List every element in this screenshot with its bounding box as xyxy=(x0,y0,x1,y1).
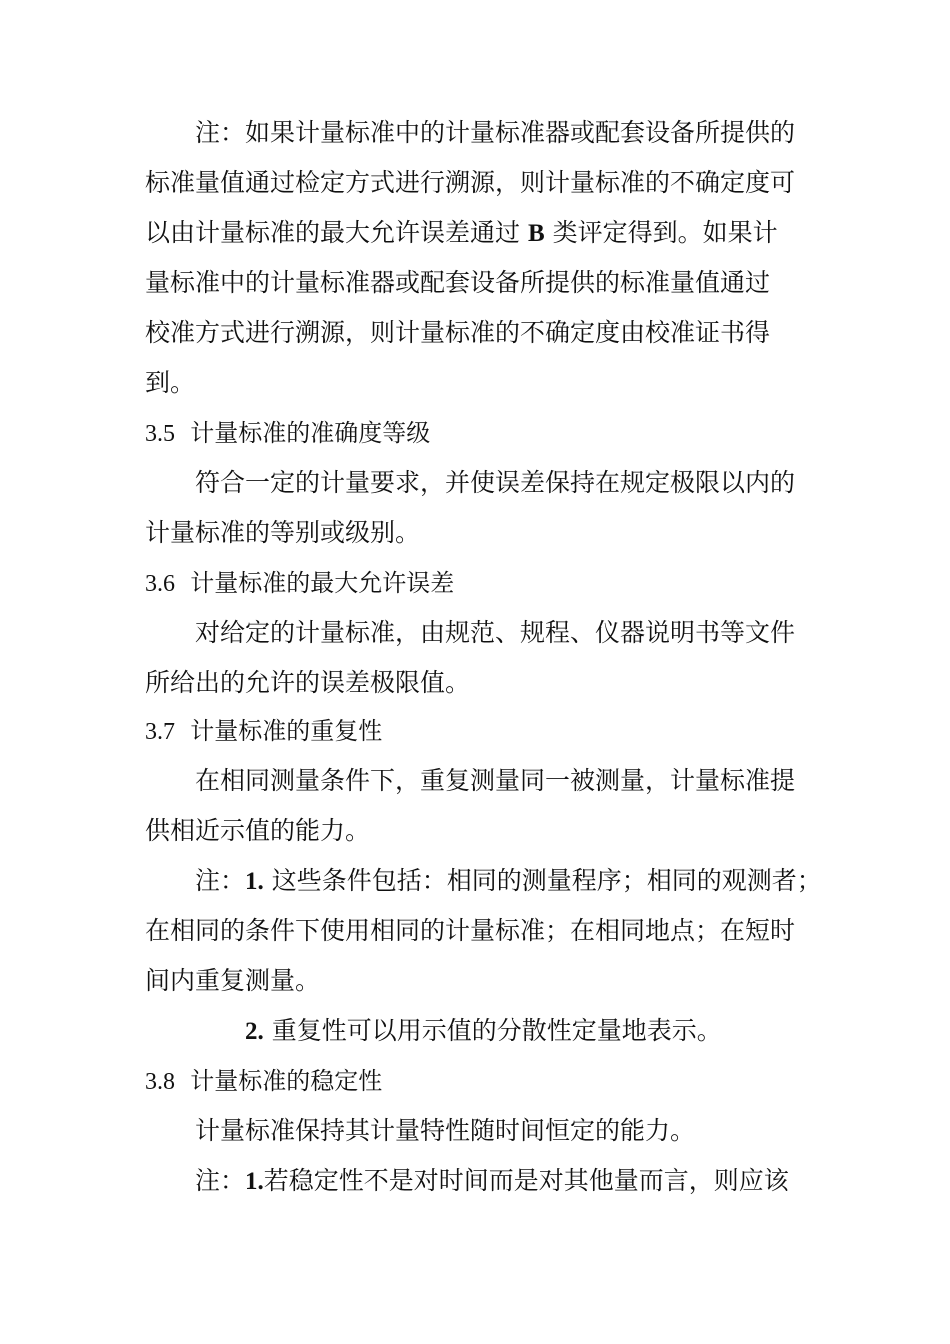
note-3-7-line-1 xyxy=(195,856,822,906)
note-paragraph-line-3 xyxy=(145,208,778,258)
text-run: 所给出的允许的误差极限值。 xyxy=(145,668,471,697)
type-b-label: B xyxy=(527,220,545,247)
section-number: 3.5 xyxy=(145,421,175,447)
text-run: 以由计量标准的最大允许误差通过 xyxy=(145,218,528,247)
section-title: 计量标准的准确度等级 xyxy=(190,419,431,447)
section-heading-3-7 xyxy=(145,706,382,756)
definition-3-7-line-1 xyxy=(195,756,795,806)
note-label: 注： xyxy=(195,1166,246,1195)
text-run: 量标准中的计量标准器或配套设备所提供的标准量值通过 xyxy=(145,268,771,297)
section-heading-3-5 xyxy=(145,408,430,458)
text-run: 重复性可以用示值的分散性定量地表示。 xyxy=(263,1016,722,1045)
text-run: 在相同测量条件下，重复测量同一被测量，计量标准提 xyxy=(195,766,796,795)
definition-3-5-line-1 xyxy=(195,458,795,508)
section-title: 计量标准的最大允许误差 xyxy=(190,569,455,597)
note-paragraph-line-5 xyxy=(145,308,770,358)
text-run: 标准量值通过检定方式进行溯源，则计量标准的不确定度可 xyxy=(145,168,796,197)
note-paragraph-line-1 xyxy=(195,108,795,158)
section-heading-3-8 xyxy=(145,1056,382,1106)
section-number: 3.6 xyxy=(145,571,175,597)
definition-3-6-line-2 xyxy=(145,658,470,708)
note-number: 2. xyxy=(245,1018,264,1045)
definition-3-6-line-1 xyxy=(195,608,795,658)
section-number: 3.8 xyxy=(145,1069,175,1095)
note-3-7-line-3 xyxy=(145,956,320,1006)
text-run: 到。 xyxy=(145,368,196,397)
section-title: 计量标准的稳定性 xyxy=(190,1067,383,1095)
note-label: 注： xyxy=(195,866,246,895)
note-3-7-line-2 xyxy=(145,906,795,956)
note-3-7-item-2 xyxy=(245,1006,722,1056)
section-number: 3.7 xyxy=(145,719,175,745)
text-run: 注：如果计量标准中的计量标准器或配套设备所提供的 xyxy=(195,118,796,147)
text-run: 对给定的计量标准，由规范、规程、仪器说明书等文件 xyxy=(195,618,796,647)
definition-3-8-line-1 xyxy=(195,1106,695,1156)
note-number: 1. xyxy=(245,868,264,895)
definition-3-7-line-2 xyxy=(145,806,370,856)
text-run: 计量标准的等别或级别。 xyxy=(145,518,421,547)
text-run: 类评定得到。如果计 xyxy=(544,218,778,247)
note-number: 1. xyxy=(245,1168,264,1195)
text-run: 校准方式进行溯源，则计量标准的不确定度由校准证书得 xyxy=(145,318,771,347)
text-run: 间内重复测量。 xyxy=(145,966,321,995)
text-run: 计量标准保持其计量特性随时间恒定的能力。 xyxy=(195,1116,696,1145)
section-heading-3-6 xyxy=(145,558,454,608)
section-title: 计量标准的重复性 xyxy=(190,717,383,745)
text-run: 若稳定性不是对时间而是对其他量而言，则应该 xyxy=(263,1166,789,1195)
note-paragraph-line-6 xyxy=(145,358,195,408)
text-run: 供相近示值的能力。 xyxy=(145,816,371,845)
text-run: 在相同的条件下使用相同的计量标准；在相同地点；在短时 xyxy=(145,916,796,945)
note-paragraph-line-2 xyxy=(145,158,795,208)
definition-3-5-line-2 xyxy=(145,508,420,558)
note-3-8-line-1 xyxy=(195,1156,789,1206)
text-run: 这些条件包括：相同的测量程序；相同的观测者； xyxy=(263,866,822,895)
text-run: 符合一定的计量要求，并使误差保持在规定极限以内的 xyxy=(195,468,796,497)
note-paragraph-line-4 xyxy=(145,258,770,308)
